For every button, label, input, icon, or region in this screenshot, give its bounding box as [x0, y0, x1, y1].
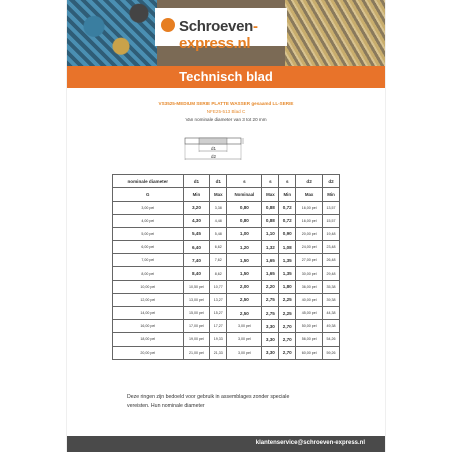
table-cell: 40,00 pel	[296, 293, 323, 306]
d2-label: d2	[211, 154, 217, 159]
table-cell: 17,27	[210, 320, 227, 333]
table-cell: 2,25	[279, 307, 296, 320]
note-line-2: vereisten. Hun nominale diameter	[127, 403, 205, 409]
table-cell: 2,50	[227, 293, 262, 306]
table-cell: 17,00 pel	[183, 320, 210, 333]
tools-photo	[67, 0, 157, 66]
header-cell: s	[262, 175, 279, 188]
table-row	[113, 280, 340, 293]
table-cell: 1,80	[279, 280, 296, 293]
table-cell: 19,33	[210, 333, 227, 346]
table-cell: 1,08	[279, 241, 296, 254]
screws-photo	[285, 0, 385, 66]
header-cell: nominale diameter	[113, 175, 184, 188]
table-cell: 24,00 pel	[296, 241, 323, 254]
logo-text	[179, 18, 287, 52]
table-cell: 20,00 pel	[113, 346, 184, 359]
logo-domain-text: -express.nl	[179, 18, 258, 52]
table-cell: 10,00 pel	[113, 280, 184, 293]
table-cell: 2,70	[279, 333, 296, 346]
table-cell: 1,00	[227, 227, 262, 240]
table-cell: 21,33	[210, 346, 227, 359]
table-cell: 4,30	[183, 214, 210, 227]
spec-line-3: Van nominale diameter van 3 tot 20 mm	[185, 117, 267, 122]
table-cell: 13,00 pel	[183, 293, 210, 306]
table-cell: 0,72	[279, 201, 296, 214]
footer-email: klantenservice@schroeven-express.nl	[255, 440, 365, 446]
logo	[155, 8, 287, 52]
unit-cell: Max	[210, 188, 227, 202]
table-cell: 29,48	[323, 267, 340, 280]
table-cell: 16,00 pel	[296, 201, 323, 214]
table-cell: 3,00 pel	[227, 333, 262, 346]
table-cell: 3,38	[210, 201, 227, 214]
table-body	[113, 201, 340, 359]
header-cell: s	[279, 175, 296, 188]
table-cell: 59,26	[323, 346, 340, 359]
spec-header	[67, 100, 385, 124]
table-cell: 5,48	[210, 227, 227, 240]
table-cell: 3,00 pel	[227, 346, 262, 359]
table-header-row	[113, 175, 340, 188]
table-cell: 14,00 pel	[113, 307, 184, 320]
table-cell: 49,38	[323, 320, 340, 333]
table-cell: 13,57	[323, 201, 340, 214]
table-cell: 0,80	[227, 201, 262, 214]
table-cell: 1,50	[227, 267, 262, 280]
logo-icon	[161, 18, 175, 32]
table-cell: 2,50	[227, 307, 262, 320]
page-title: Technisch blad	[179, 69, 273, 84]
table-cell: 16,00 pel	[296, 214, 323, 227]
document-page	[67, 0, 385, 452]
table-cell: 3,30	[262, 346, 279, 359]
table-cell: 15,27	[210, 307, 227, 320]
table-cell: 0,72	[279, 214, 296, 227]
unit-cell: Max	[262, 188, 279, 202]
unit-cell: Nominaal	[227, 188, 262, 202]
table-cell: 0,88	[262, 201, 279, 214]
table-cell: 60,00 pel	[296, 346, 323, 359]
header-cell: d2	[296, 175, 323, 188]
table-cell: 3,20	[183, 201, 210, 214]
table-cell: 16,00 pel	[113, 320, 184, 333]
table-cell: 10,50 pel	[183, 280, 210, 293]
table-cell: 1,65	[262, 254, 279, 267]
table-cell: 5,00 pel	[113, 227, 184, 240]
table-cell: 20,00 pel	[296, 227, 323, 240]
table-cell: 3,00 pel	[113, 201, 184, 214]
header-cell: s	[227, 175, 262, 188]
table-cell: 8,62	[210, 267, 227, 280]
table-cell: 1,20	[227, 241, 262, 254]
table-cell: 23,48	[323, 241, 340, 254]
table-cell: 0,80	[227, 214, 262, 227]
table-cell: 3,30	[262, 333, 279, 346]
table-cell: 6,40	[183, 241, 210, 254]
usage-note	[127, 393, 367, 411]
table-cell: 3,00 pel	[227, 320, 262, 333]
table-cell: 6,00 pel	[113, 241, 184, 254]
unit-cell: Min	[323, 188, 340, 202]
table-cell: 56,00 pel	[296, 333, 323, 346]
table-cell: 3,30	[262, 320, 279, 333]
table-row	[113, 201, 340, 214]
header-cell: d2	[323, 175, 340, 188]
table-cell: 2,70	[279, 320, 296, 333]
table-cell: 44,38	[323, 307, 340, 320]
table-cell: 6,62	[210, 241, 227, 254]
table-cell: 0,90	[279, 227, 296, 240]
table-cell: 1,35	[279, 267, 296, 280]
spec-line-1: VS3525-MEDIUM SERIE PLATTE WASSER gesaamd LL-SERIE	[158, 101, 294, 106]
table-cell: 2,75	[262, 307, 279, 320]
table-cell: 2,75	[262, 293, 279, 306]
table-cell: 1,65	[262, 267, 279, 280]
table-cell: 50,00 pel	[296, 320, 323, 333]
table-units-row	[113, 188, 340, 202]
table-cell: 18,00 pel	[113, 333, 184, 346]
table-cell: 0,88	[262, 214, 279, 227]
unit-cell: Min	[183, 188, 210, 202]
table-cell: 4,00 pel	[113, 214, 184, 227]
table-cell: 4,48	[210, 214, 227, 227]
table-row	[113, 307, 340, 320]
table-cell: 39,38	[323, 293, 340, 306]
table-row	[113, 346, 340, 359]
table-row	[113, 293, 340, 306]
unit-cell: Max	[296, 188, 323, 202]
table-cell: 8,00 pel	[113, 267, 184, 280]
table-row	[113, 241, 340, 254]
table-cell: 2,20	[262, 280, 279, 293]
table-cell: 30,00 pel	[296, 267, 323, 280]
header-banner	[67, 0, 385, 66]
note-line-1: Deze ringen zijn bedoeld voor gebruik in assemblages zonder speciale	[127, 394, 290, 400]
table-cell: 21,00 pel	[183, 346, 210, 359]
table-cell: 19,00 pel	[183, 333, 210, 346]
logo-main-text: Schroeven	[179, 18, 253, 35]
unit-cell: Min	[279, 188, 296, 202]
spec-line-2: NFE25-513 Blad C	[206, 109, 246, 114]
table-cell: 5,45	[183, 227, 210, 240]
table-row	[113, 214, 340, 227]
table-cell: 54,26	[323, 333, 340, 346]
table-cell: 1,10	[262, 227, 279, 240]
table-cell: 36,00 pel	[296, 280, 323, 293]
table-cell: 19,48	[323, 227, 340, 240]
table-cell: 45,00 pel	[296, 307, 323, 320]
table-row	[113, 227, 340, 240]
table-cell: 1,32	[262, 241, 279, 254]
table-cell: 15,57	[323, 214, 340, 227]
table-cell: 12,00 pel	[113, 293, 184, 306]
dimension-table	[112, 174, 340, 360]
table-row	[113, 320, 340, 333]
table-cell: 15,00 pel	[183, 307, 210, 320]
table-cell: 27,00 pel	[296, 254, 323, 267]
header-cell: d1	[183, 175, 210, 188]
table-cell: 7,62	[210, 254, 227, 267]
table-cell: 26,48	[323, 254, 340, 267]
table-cell: 7,00 pel	[113, 254, 184, 267]
table-cell: 10,77	[210, 280, 227, 293]
table-row	[113, 254, 340, 267]
table-cell: 2,70	[279, 346, 296, 359]
header-cell: d1	[210, 175, 227, 188]
washer-hole	[199, 138, 227, 144]
washer-drawing	[181, 134, 251, 164]
d1-label: d1	[211, 146, 217, 151]
unit-cell: G	[113, 188, 184, 202]
table-cell: 1,35	[279, 254, 296, 267]
table-cell: 1,50	[227, 254, 262, 267]
table-cell: 7,40	[183, 254, 210, 267]
table-cell: 13,27	[210, 293, 227, 306]
table-row	[113, 333, 340, 346]
table-row	[113, 267, 340, 280]
table-cell: 2,25	[279, 293, 296, 306]
table-cell: 8,40	[183, 267, 210, 280]
table-cell: 2,00	[227, 280, 262, 293]
table-cell: 35,38	[323, 280, 340, 293]
